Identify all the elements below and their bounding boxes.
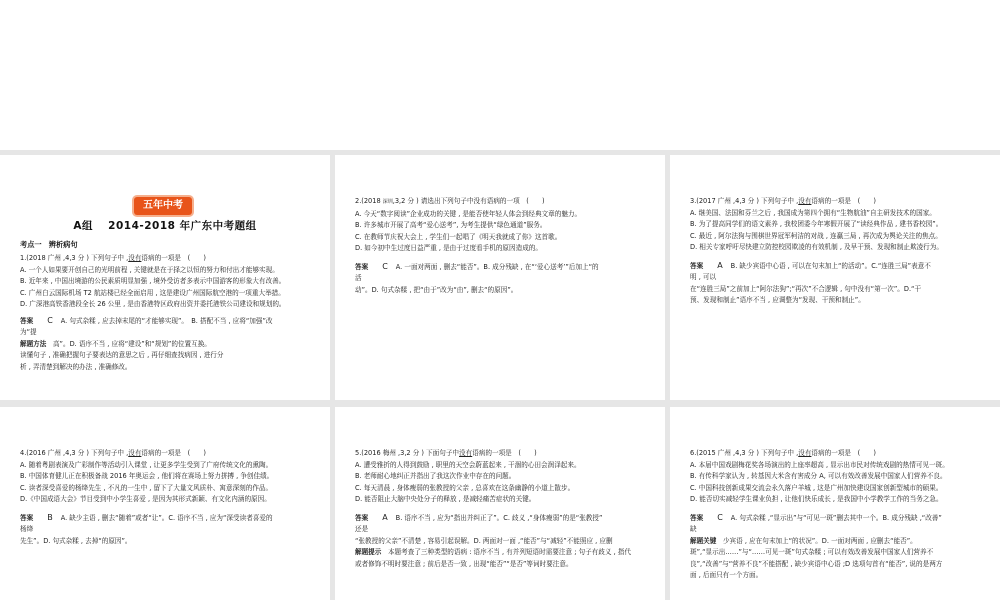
option-b: B. 为了提高同学们的语文素养 , 我校团委今年寒假开展了“读经典作品 , 建书香校园”。	[690, 220, 943, 228]
answer-letter: A	[717, 260, 723, 270]
answer-row	[20, 315, 312, 328]
method-label: 解题关键	[690, 536, 717, 545]
answer-continuation: 明 , 可以	[690, 273, 717, 281]
method-continuation-1: 斑”,“显示出……”与“……可见一斑”句式杂糅 ; 可以有效改善发展中国家人们营养不	[690, 548, 934, 556]
question-underline: 没有	[128, 449, 142, 457]
question-city: 深圳	[382, 199, 393, 205]
answer-text: A. 句式杂糅 ,“显示出”与“可见一斑”删去其中一个。B. 成分残缺 ,“改善”	[730, 513, 942, 522]
question-prefix: 1.(2018 广州 ,4,3 分 ) 下列句子中 ,	[20, 254, 129, 262]
option-a: A. 随着粤剧表演及广彩制作等活动引入课堂 , 让更多学生受到了广府传统文化的熏陶。	[20, 460, 273, 469]
question-5	[355, 448, 647, 570]
question-6	[690, 448, 982, 582]
answer-continuation-2: 在“连胜三局”之前加上“阿尔法狗”;“再次”不合逻辑 , 句中没有“第一次”。D.“干	[690, 284, 922, 293]
method-row	[355, 547, 647, 559]
question-prefix: 3.(2017 广州 ,4,3 分 ) 下列句子中 ,	[690, 197, 799, 205]
answer-row	[355, 261, 647, 274]
answer-text: A. 句式杂糅 , 应去掉末尾的“才能够实现”。 B. 搭配不当 , 应将“加强”改	[60, 316, 273, 325]
option-b: B. 中国体育健儿正在积极备战 2016 年奥运会 , 他们将在赛场上努力拼搏 , 争创佳绩。	[20, 472, 274, 480]
answer-text: B. 缺少宾语中心语 , 可以在句末加上“的活动”。C.“连胜三局”表意不	[730, 261, 931, 270]
method-text: 高”。D. 语序不当 , 应将“建设”和“规划”的位置互换。	[52, 339, 211, 348]
answer-label: 答案	[20, 513, 34, 522]
question-suffix: 语病的一项是 ( )	[811, 197, 876, 205]
option-c: C. 中国科技创新成果交流会永久落户羊城 , 这是广州加快建设国家创新型城市的硕果。	[690, 483, 943, 492]
method-label: 解题提示	[355, 548, 382, 556]
question-stem	[690, 448, 982, 460]
question-underline: 没有	[128, 254, 142, 262]
option-a: A. 本届中国戏剧梅花奖各场演出的上座率超高 , 显示出市民对传统戏剧的热情可见一斑。	[690, 460, 949, 469]
option-c: C. 最近 , 阿尔法狗与围棋世界冠军柯洁的对战 , 连赢三局 , 再次成为舆论关注的焦点。	[690, 231, 942, 240]
answer-label: 答案	[20, 316, 34, 325]
answer-letter: C	[717, 512, 723, 522]
option-d: D. 相关专家呼吁尽快建立防控校园欺凌的有效机制 , 及早干预、发现和制止欺凌行为。	[690, 243, 943, 251]
page-3	[670, 155, 1000, 400]
method-continuation-1: 读懂句子 , 准确把握句子要表达的意思之后 , 再仔细查找病因 , 进行分	[20, 351, 224, 359]
question-stem	[20, 448, 312, 460]
question-prefix: 5.(2016 梅州 ,3,2 分 ) 下面句子中	[355, 449, 460, 457]
question-2	[355, 196, 647, 296]
option-b: B. 近年来 , 中国出境游的公民素质明显加强 , 境外受访者多表示中国游客的形象大有改善。	[20, 277, 286, 285]
option-d: D. 能否阻止大脑中央处分子的释放 , 是减轻痛苦症状的关键。	[355, 495, 536, 503]
answer-row	[20, 512, 312, 525]
answer-letter: B	[47, 512, 53, 522]
method-text: 少宾语 , 应在句末加上“的状况”。D. 一面对两面 , 应删去“能否”。	[722, 536, 917, 545]
method-row	[20, 339, 312, 351]
answer-label: 答案	[690, 261, 704, 270]
option-c: C. 每天清晨 , 身体瘦弱的张教授的父亲 , 总喜欢在这条幽静的小道上散步。	[355, 483, 575, 492]
method-continuation-2: 良”,“改善”与“营养不良”不能搭配 , 缺少宾语中心语 ;D 选项句首有“能否”, 说的是两方	[690, 559, 943, 568]
answer-label: 答案	[690, 513, 704, 522]
question-suffix: 语病的一项是 ( )	[811, 449, 876, 457]
answer-continuation: 还是	[355, 525, 369, 533]
page-4	[0, 407, 330, 600]
question-stem	[690, 196, 982, 208]
answer-row	[690, 260, 982, 273]
option-d: D.《中国成语大会》节目受到中小学生喜爱 , 是因为其形式新颖、有文化内涵的原因。	[20, 495, 271, 503]
page-5	[335, 407, 665, 600]
answer-continuation: 为“提	[20, 328, 37, 336]
answer-row	[355, 512, 647, 525]
answer-continuation-2: 先生”。D. 句式杂糅 , 去掉“的原因”。	[20, 536, 132, 545]
page-2	[335, 155, 665, 400]
answer-continuation-3: 预、发现和制止”语序不当 , 应调整为“发现、干预和制止”。	[690, 296, 865, 304]
option-c: C. 在教师节庆祝大会上 , 学生们一起唱了《明天我就成了你》这首歌。	[355, 232, 562, 241]
option-a: A. 继美国、法国和芬兰之后 , 我国成为第四个拥有“生物航油”自主研发技术的国家。	[690, 208, 936, 217]
answer-letter: C	[47, 315, 53, 325]
top-blank-area	[0, 0, 1000, 150]
question-prefix: 2.(2018	[355, 197, 383, 205]
answer-continuation: 缺	[690, 525, 697, 533]
question-suffix: 语病的一项是 ( )	[472, 449, 537, 457]
answer-text: B. 语序不当 , 应为“指出并纠正了”。C. 歧义 ,“身体瘦弱”的是“张教授”	[395, 513, 603, 522]
method-row	[690, 536, 982, 548]
answer-continuation: 活	[355, 274, 362, 282]
question-prefix: 6.(2015 广州 ,4,3 分 ) 下列句子中 ,	[690, 449, 799, 457]
answer-label: 答案	[355, 262, 369, 271]
answer-continuation-2: 动”。D. 句式杂糅 , 把“由于”改为“由”, 删去“的原因”。	[355, 285, 518, 294]
five-year-exam-badge: 五年中考	[134, 197, 192, 215]
method-label: 解题方法	[20, 339, 47, 348]
group-title: A组 2014-2018 年广东中考题组	[73, 220, 257, 232]
option-d: D. 广深港高铁香港段全长 26 公里 , 是由香港特区政府出资并委托港铁公司建设和规划的。	[20, 300, 286, 308]
question-suffix: 语病的一项是 ( )	[141, 254, 206, 262]
answer-continuation-2: “张教授的父亲”不清楚 , 容易引起误解。D. 两面对一面 ,“能否”与“减轻”不能照应 , 应删	[355, 536, 613, 545]
answer-letter: A	[382, 512, 388, 522]
question-3	[690, 196, 982, 307]
question-stem	[20, 253, 312, 265]
option-a: A. 今天“数字阅读”企业成功的关键 , 是能否使年轻人体会到经典文章的魅力。	[355, 209, 582, 218]
question-prefix: 4.(2016 广州 ,4,3 分 ) 下列句子中 ,	[20, 449, 129, 457]
section-title: 考点一 辨析病句	[20, 240, 78, 249]
method-continuation-2: 析 , 弄清楚到解决的办法 , 准确修改。	[20, 362, 132, 371]
question-underline: 没有	[798, 197, 812, 205]
question-suffix: 语病的一项是 ( )	[141, 449, 206, 457]
option-d: D. 能否切实减轻学生课业负担 , 让他们快乐成长 , 是我国中小学教学工作的当务之急。	[690, 495, 943, 503]
method-continuation-3: 面 , 后面只有一个方面。	[690, 571, 763, 579]
option-c: C. 广州白云国际机场 T2 航站楼已经全面启用 , 这是建设广州国际航空港的一项重大举措。	[20, 288, 285, 297]
option-c: C. 读者深受喜爱的杨绛先生 , 不凡的一生中 , 留下了大量文风质朴、寓意深刻的作品。	[20, 483, 273, 492]
answer-continuation: 杨绛	[20, 525, 34, 533]
option-a: A. 一个人如果要开创自己的光明前程 , 关键就是在于择之以恒的努力和付出才能够实现。	[20, 265, 279, 274]
question-stem	[355, 196, 647, 209]
question-underline: 没有	[459, 449, 473, 457]
question-1	[20, 253, 312, 373]
option-b: B. 许多城市开展了高考“爱心送考”, 为考生提供“绿色通道”服务。	[355, 221, 547, 229]
answer-row	[690, 512, 982, 525]
answer-text: A. 一面对两面 , 删去“能否”。B. 成分残缺 , 在“‘爱心送考’”后加上“的	[395, 262, 599, 271]
page-1	[0, 155, 330, 400]
question-stem	[355, 448, 647, 460]
page-6	[670, 407, 1000, 600]
option-b: B. 老师耐心地纠正并指出了我这次作业中存在的问题。	[355, 472, 516, 480]
option-d: D. 如今初中生过度日益严重 , 是由于过度看手机的原因造成的。	[355, 244, 542, 252]
answer-letter: C	[382, 261, 388, 271]
answer-text: A. 缺少主语 , 删去“随着”或者“让”。C. 语序不当 , 应为“深受读者喜爱的	[60, 513, 273, 522]
option-a: A. 遭受雅折的人得到鼓励 , 职里的天空会蔚蓝起来 , 干涸的心田会润泽起来。	[355, 460, 581, 469]
question-4	[20, 448, 312, 547]
method-continuation-1: 或者修饰不明时要注意 ; 前后是否一致 , 出现“能否”“是否”等词时要注意。	[355, 559, 573, 568]
question-underline: 没有	[798, 449, 812, 457]
option-b: B. 有传科学家认为 , 转基因大米含有害成分 A, 可以有效改善发展中国家人们营养不良。	[690, 472, 947, 480]
question-suffix: ,3,2 分 ) 请选出下列句子中没有语病的一项 ( )	[392, 197, 545, 205]
answer-label: 答案	[355, 513, 369, 522]
method-text: 本题考查了三种类型的语病 : 语序不当 , 有并列短语时需要注意 ; 句子有歧义 , 指代	[387, 548, 631, 556]
